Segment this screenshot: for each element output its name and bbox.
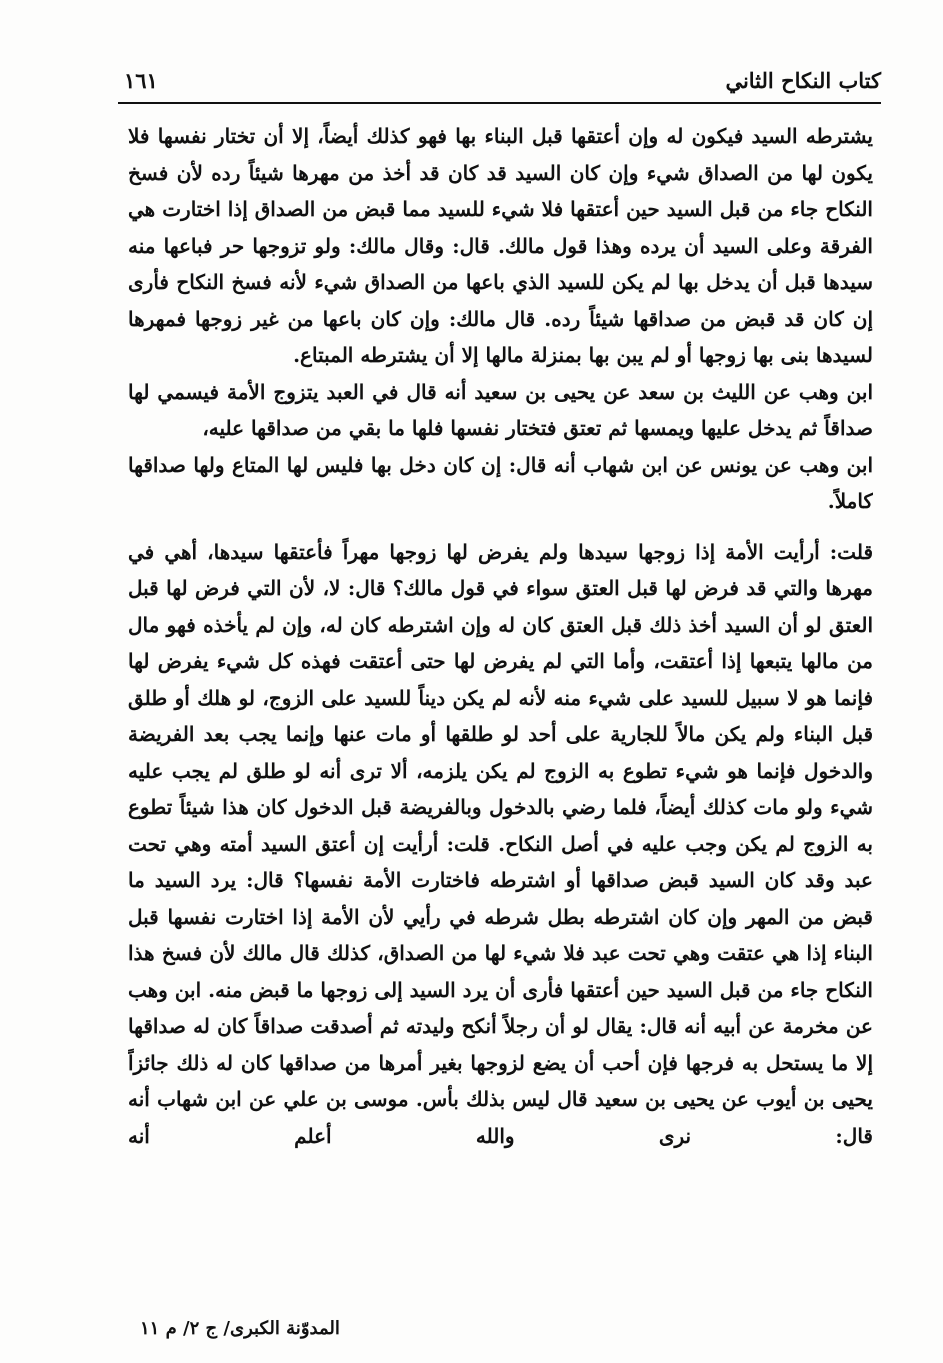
page-header [118,62,881,100]
paragraph-2: ابن وهب عن الليث بن سعد عن يحيى بن سعيد أنه قال في العبد يتزوج الأمة فيسمي لها صداقاً ثم يدخل عليها ويمسها ثم تعتق فتختار نفسها فلها ما بقي من صداقها عليه، [128,379,873,440]
footer-signature: المدوّنة الكبرى/ ج ٢/ م ١١ [140,1318,340,1339]
paragraph-1: يشترطه السيد فيكون له وإن أعتقها قبل البناء بها فهو كذلك أيضاً، إلا أن تختار نفسها فلا يكون لها من الصداق شيء وإن كان السيد قد كان قد أخذ من مهرها شيئاً رده لأن فسخ النكاح جاء من قبل السيد حين أعتقها فلا شيء للسيد مما قبض من الصداق إذا اختارت هي الفرقة وعلى السيد أن يرده وهذا قول مالك. قال: وقال مالك: ولو تزوجها حر فباعها منه سيدها قبل أن يدخل بها لم يكن للسيد الذي باعها من الصداق شيء لأنه فسخ النكاح فأرى إن كان قد قبض من صداقها شيئاً رده. قال مالك: وإن كان باعها من غير زوجها فمهرها لسيدها بنى بها زوجها أو لم يبن بها بمنزلة مالها إلا أن يشترطه المبتاع. [128,124,873,367]
paragraph-3: ابن وهب عن يونس عن ابن شهاب أنه قال: إن كان دخل بها فليس لها المتاع ولها صداقها كاملاً. [128,452,873,513]
main-text [128,118,873,1298]
running-title: كتاب النكاح الثاني [725,68,881,93]
paragraph-4: قلت: أرأيت الأمة إذا زوجها سيدها ولم يفرض لها زوجها مهراً فأعتقها سيدها، أهي في مهرها والتي قد فرض لها قبل العتق سواء في قول مالك؟ قال: لا، لأن التي فرض لها قبل العتق لو أن السيد أخذ ذلك قبل العتق كان له وإن اشترطه كان له، وإن لم يأخذه فهو مال من مالها يتبعها إذا أعتقت، وأما التي لم يفرض لها حتى أعتقت فهذه كل شيء يفرض لها فإنما هو لا سبيل للسيد على شيء منه لأنه لم يكن ديناً للسيد على الزوج، لو هلك أو طلق قبل البناء ولم يكن مالاً للجارية على أحد لو طلقها أو مات عنها وإنما يجب بعد الفريضة والدخول فإنما هو شيء تطوع به الزوج لم يكن يلزمه، ألا ترى أنه لو طلق لم يجب عليه شيء ولو مات كذلك أيضاً، فلما رضي بالدخول وبالفريضة قبل الدخول كان هذا شيئاً تطوع به الزوج لم يكن وجب عليه في أصل النكاح. قلت: أرأيت إن أعتق السيد أمته وهي تحت عبد وقد كان السيد قبض صداقها أو اشترطه فاختارت الأمة نفسها؟ قال: يرد السيد ما قبض من المهر وإن كان اشترطه بطل شرطه في رأيي لأن الأمة إذا اختارت نفسها قبل البناء إذا هي عتقت وهي تحت عبد فلا شيء لها من الصداق، كذلك قال مالك لأن فسخ هذا النكاح جاء من قبل السيد حين أعتقها فأرى أن يرد السيد إلى زوجها ما قبض منه. ابن وهب عن مخرمة عن أبيه أنه قال: يقال لو أن رجلاً أنكح وليدته ثم أصدقت صداقاً كان له صداقها إلا ما يستحل به فرجها فإن أحب أن يضع لزوجها بغير أمرها من صداقها كان له ذلك جائزاً يحيى بن أيوب عن يحيى بن سعيد قال ليس بذلك بأس. موسى بن علي عن ابن شهاب أنه قال: نرى والله أعلم أنه [128,539,873,1148]
header-divider [118,102,881,104]
page-number: ١٦١ [124,68,158,93]
